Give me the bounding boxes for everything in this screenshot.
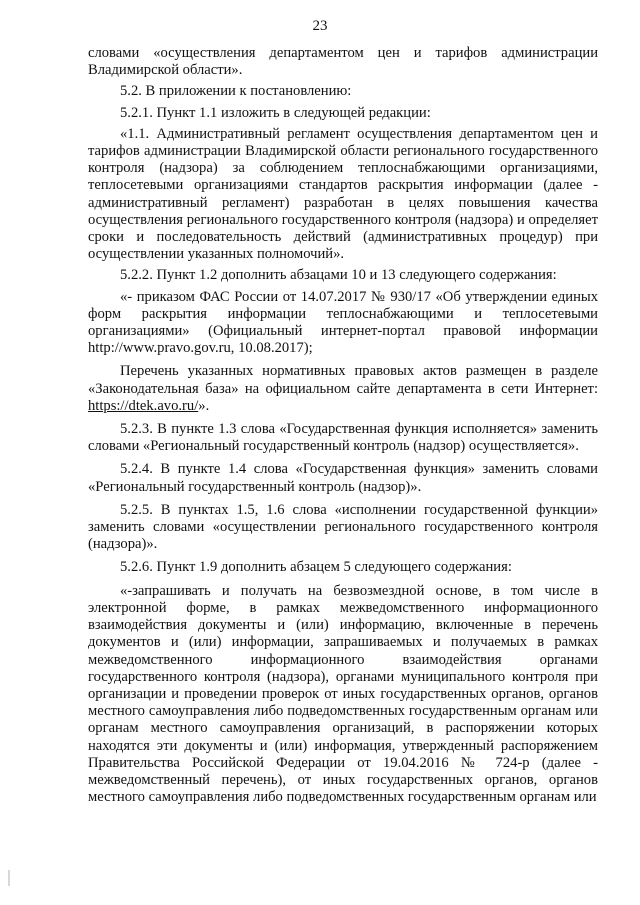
paragraph-legal-acts-list: [88, 363, 598, 415]
paragraph-5-2-1: 5.2.1. Пункт 1.1 изложить в следующей редакции:: [120, 104, 431, 121]
paragraph-1-1-text: «1.1. Административный регламент осуществления департаментом цен и тарифов администрации Владимирской области регионального государственного контроля (надзора) за соблюдением теплоснабжающими организациями, теплосетевыми организациями стандартов раскрытия информации (далее - административный регламент) разработан в целях повышения качества осуществления регионального государственного контроля (надзора) и определяет сроки и последовательность действий (административных процедур) при осуществлении указанных полномочий».: [88, 125, 598, 263]
scan-edge-mark: [8, 870, 10, 886]
paragraph-request-info: «-запрашивать и получать на безвозмездной основе, в том числе в электронной форме, в рамках межведомственного информационного взаимодействия документы и (или) информацию, включенные в перечень документов и (или) информации, запрашиваемых и получаемых в рамках межведомственного информационного взаимодействия органами государственного контроля (надзора), органами муниципального контроля при организации и проведении проверок от иных государственных органов, органов местного самоуправления либо подведомственных государственным органам или органам местного самоуправления организаций, в распоряжении которых находятся эти документы и (или) информация, утвержденный распоряжением Правительства Российской Федерации от 19.04.2016 № 724-р (далее - межведомственный перечень), от иных государственных органов, органов местного самоуправления либо подведомственных государственным органам или: [88, 582, 598, 806]
legal-acts-text: Перечень указанных нормативных правовых актов размещен в разделе «Законодательная база» на официальном сайте департамента в сети Интернет:: [88, 363, 598, 397]
paragraph-fas-order: «- приказом ФАС России от 14.07.2017 № 930/17 «Об утверждении единых форм раскрытия информации теплоснабжающими и теплосетевыми организациями» (Официальный интернет-портал правовой информации http://www.pravo.gov.ru, 10.08.2017);: [88, 288, 598, 357]
document-body: [88, 45, 598, 810]
paragraph-5-2-2: 5.2.2. Пункт 1.2 дополнить абзацами 10 и 13 следующего содержания:: [120, 267, 557, 284]
dtek-website-link[interactable]: https://dtek.avo.ru/: [88, 397, 199, 414]
link-suffix: ».: [198, 397, 210, 414]
paragraph-5-2-6: 5.2.6. Пункт 1.9 дополнить абзацем 5 следующего содержания:: [120, 559, 512, 576]
paragraph-5-2-3: 5.2.3. В пункте 1.3 слова «Государственная функция исполняется» заменить словами «Региональный государственный контроль (надзор) осуществляется».: [88, 421, 598, 455]
paragraph-5-2-5: 5.2.5. В пунктах 1.5, 1.6 слова «исполнении государственной функции» заменить словами «осуществлении регионального государственного контроля (надзора)».: [88, 501, 598, 553]
paragraph-5-2-4: 5.2.4. В пункте 1.4 слова «Государственная функция» заменить словами «Региональный государственный контроль (надзор)».: [88, 461, 598, 495]
page-number: 23: [312, 18, 328, 34]
paragraph-5-2: 5.2. В приложении к постановлению:: [120, 83, 352, 100]
paragraph-intro: словами «осуществления департаментом цен и тарифов администрации Владимирской области».: [88, 45, 598, 79]
